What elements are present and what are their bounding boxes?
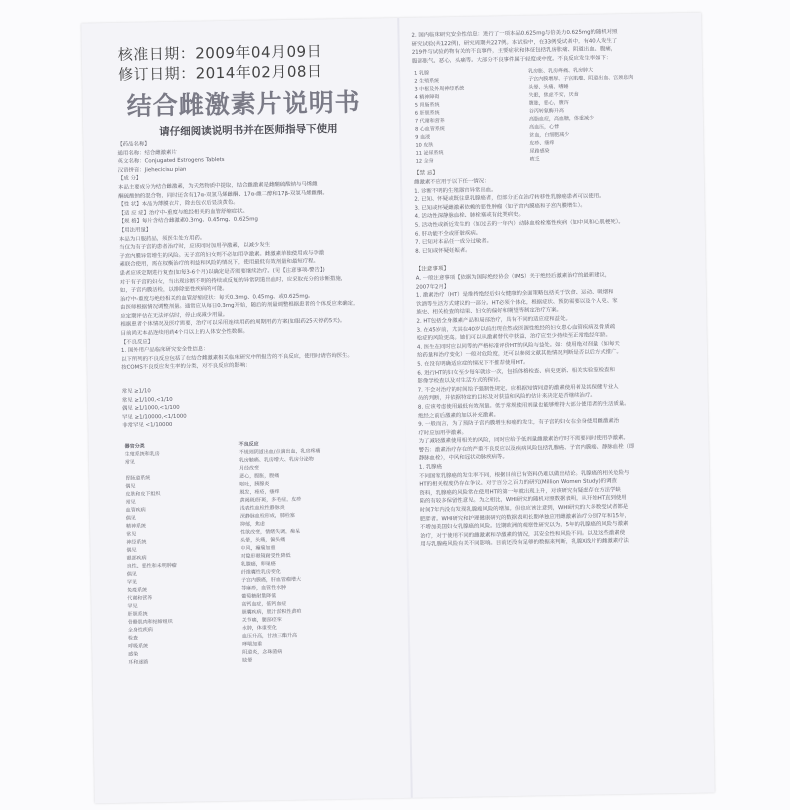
organ-class-cell: 9 血液 [415,134,431,141]
organ-class-cell: 常见 [125,499,136,506]
warning-line: 影像学检查以及对生活方式的探讨。 [417,377,504,385]
organ-class-cell: 代谢和营养 [127,595,153,602]
frequency-line: 常见 ≥1/100,<1/10 [121,396,173,404]
right-column [411,13,695,549]
warning-line: 3. 在45岁前，尤其在40岁以前出现自然或医源性绝经的妇女患心血管疾病及骨质疏 [416,323,616,334]
contra-line: 1. 诊断不明的生殖器官异常出血。 [414,186,497,195]
warning-line: 为了减轻激素使用相关的风险，同时应给予低剂量雌激素治疗时不需要同时使用孕激素。 [418,435,629,445]
warning-line: 族史、相关检查的结果、妇女的偏好和期望等制定治疗方案。 [416,307,562,317]
warning-line: 时间7年内没有发现乳腺癌风险的增加。但也应该注意到，WHI研究的大多数受试者都是 [419,504,629,514]
text-line: 英文名称：Conjugated Estrogens Tablets [117,157,225,166]
organ-class-cell: 检查 [127,635,139,642]
text-line: 当仅为有子宫的患者治疗时，应该同时加用孕激素，以减少发生 [119,242,271,251]
text-line: 【成 分】 [117,175,142,183]
reaction-cell: 不规则阴道出血/点滴出血，乳房疼痛 [238,448,321,456]
contra-title: 【禁 忌】 [413,170,439,177]
reaction-cell: 皮疹、瘙痒 [529,140,555,147]
adverse-table-left [123,438,409,667]
reaction-cell: 贫血，白细胞减少 [529,131,570,139]
reaction-cell: 水肿，体重变化 [241,625,277,632]
organ-class-cell: 肝胆系统 [127,611,148,618]
warning-line: 肥胖者。WHI研究和护理健康研究的数据表明长期单独应用雌激素治疗分别7年和15年， [419,512,630,523]
text-line: 应定期评估在无法评估时，停止或减少用量。 [120,311,229,320]
instruction-sheet [81,13,715,804]
precautions [416,261,705,550]
frequency-line: 非常罕见 <1/10000 [122,422,173,430]
reaction-cell: 对隐形眼镜耐受性降低 [240,552,291,560]
warning-line: 不增加美国妇女乳腺癌的风险。近期欧洲的观察性研究以为，5年的乳腺癌的风险与激素 [420,521,629,531]
organ-class-cell: 4 精神障碍 [414,94,440,101]
organ-class-cell: 感染 [128,651,139,658]
organ-class-cell: 3 中枢及外周神经系统 [414,85,465,93]
adverse-reaction-table [123,439,327,666]
organ-class-cell: 偶见 [125,515,136,522]
contra-line: 6. 肝功能不全或肝脏疾病。 [414,230,482,238]
text-line: 【规 格】每片含结合雌激素0.3mg、0.45mg、0.625mg [118,216,258,226]
reaction-cell: 性欲改变，情绪失调，痴呆 [240,528,301,536]
reaction-cell: 高血压，心悸 [529,124,560,131]
warn-lines [416,270,705,550]
reaction-cell: 荨麻疹，血管性水肿 [241,584,287,592]
warning-line: 1. 乳腺癌 [418,464,443,471]
warning-line: 陷的有较多保留性意见。为之相比，WHI研究的随机对照数据表明，从开始HT直到使用 [419,495,627,506]
frequency-line: 偶见 ≥1/1000,<1/100 [121,404,180,413]
warning-line: 治疗，对于使用不同的雌激素和孕激素的情况，其安全性和风险不同。以及这些激素使 [420,529,626,540]
warning-line: 2. HT包括全身激素产品和局部治疗，具有不同的适应症和益处。 [416,315,571,325]
organ-class-cell: 罕见 [126,579,138,586]
organ-class-cell: 罕见 [127,603,138,610]
table-header-cell: 不良反应 [238,441,259,448]
page-title: 结合雌激素片说明书 [126,87,361,121]
organ-class-cell: 12 全身 [415,158,434,165]
left-column [107,18,397,666]
organ-class-cell: 偶见 [126,547,137,554]
reaction-cell: 头晕、头痛、嗜睡 [528,83,569,91]
reaction-cell: 阴道炎，念珠菌病 [242,649,283,656]
text-line: 2. 国内临床研究安全性信息：进行了一项本品0.625mg与倍美力0.625mg的随机对照 [411,29,618,39]
organ-class-cell: 血管疾病 [125,507,146,514]
frequency-line: 罕见 ≥1/10000,<1/1000 [122,413,187,421]
text-line: 汉语拼音：Jiehecicisu pian [117,166,187,174]
text-line: 【性 状】本品为薄膜衣片，除去包衣后显淡黄色。 [118,199,239,209]
warning-line: 7. 不会对治疗的时间给予强制性规定。应根据知情同意的激素使用者及其保健专业人 [417,383,619,394]
reaction-cell: 血压升高，甘油三酯升高 [241,632,298,640]
text-line: 治疗中-重度与绝经相关的血管舒缩症状：每天0.3mg、0.45mg、或0.625mg。 [120,293,314,303]
reaction-cell: 失眠，焦虑不安，厌食 [528,91,579,99]
domestic-adverse-table [412,66,637,166]
text-line: 腹部胀气、恶心，头痛等。大部分不良事件属于轻度或中度。不良反应发生率如下： [411,55,612,65]
reaction-cell: 乳房触痛、乳房增大、乳房分泌物 [238,456,314,464]
organ-class-cell: 2 生殖系统 [414,78,440,85]
revise-date: 修订日期：2014年02月08日 [117,62,323,84]
warning-line: 饮酒等生活方式建议的一部分。HT必须个体化，根据症状、预防需要以及个人史、家 [416,297,618,308]
reaction-cell: 月经改变 [238,465,260,472]
warning-line: 疗时应加用孕激素。 [418,429,468,437]
reaction-cell: 疲乏 [529,156,540,163]
warning-line: 静脉血栓），中风和冠状动脉疾病等。 [418,454,508,463]
warning-line: A. 一般注意事项【依据为国际绝经协会（IMS）关于绝经后激素治疗的最新建议， [415,272,611,282]
warning-line: 员的判断，并依据特定的目标及对获益和风险的估计来决定是否继续治疗。 [417,392,596,402]
text-line: 患者应该定期进行复查(如每3-6个月)以确定是否需要继续治疗。(见【注意事项-警告】) [119,267,325,277]
warning-line: 警告：激素治疗存在的严重不良反应以及疾病风险包括乳腺癌、子宫内膜癌、静脉血栓（即 [418,443,635,454]
text-line: 对于有子宫的妇女，当出现诊断不明的持续或反复的异常阴道出血时，应采取充分的诊断措施， [119,275,347,286]
reaction-cell: 子宫内膜癌，肝血管瘤增大 [240,576,302,584]
organ-class-cell: 偶见 [126,571,137,578]
reaction-cell: 哮喘加重 [242,641,263,648]
reaction-cell: 高钙血症，低钙血症 [241,600,287,608]
warning-line: 8. 应该考虑使用最低有效剂量。低于常规使用剂量也能够维持大部分使用者的生活质量。 [417,400,630,411]
organ-class-cell: 11 泌尿系统 [415,150,444,157]
dates [118,41,323,85]
warning-line: 1. 激素治疗（HT）是维持绝经后妇女健康的全面策略包括关于饮食、运动、吸烟和 [415,289,614,299]
reaction-cell: 胆囊疾病，胆汁淤积性黄疸 [241,608,302,616]
text-line: 如，子宫内膜活检，以排除恶性疾病的可能。 [119,286,228,294]
reaction-cell: 眩晕 [242,657,253,664]
text-line: 以下所列的不良反应包括了在结合雌激素相关临床研究中所报告的不良反应，使用时请咨询医生。 [121,352,353,363]
text-line: 子宫内膜异常增生的风险。无子宫的妇女则不必加用孕激素。雌激素单独使用或与孕激 [119,249,325,260]
warning-line: HT的相关程度仍存在争议。对于百分之百力的研究(Million Women Study)的调查 [419,478,617,488]
warning-line: 给药量和治疗变化）一般对危险度，还可以参阅文献其他情况判断是否以后方式推广。 [417,349,622,360]
reaction-cell: 头晕，头痛，偏头痛 [240,536,286,544]
organ-class-cell: 胃肠道系统 [125,475,151,482]
adverse-table-right-wrap [412,65,698,166]
warning-line: 绝经之前后激素的加以补充激素。 [418,411,500,420]
reaction-cell: 腹胀，恶心，腹泻 [528,99,569,107]
right-intro-text [411,27,696,66]
contra-line: 8. 已知或怀疑妊娠者。 [415,247,471,255]
organ-class-cell: 眼部疾病 [126,555,147,562]
contra-lines [414,174,699,256]
contra-line: 雌激素不应用于以下任一情况： [414,178,490,186]
organ-class-cell: 6 肝胆系统 [414,110,440,117]
approve-date: 核准日期：2009年04月09日 [117,42,323,64]
text-line: 【药品名称】 [117,141,150,148]
text-line: 由医师根据情况调整剂量。通常应从每日0.3mg开始，随后的剂量调整根据患者的个体反应来确定， [120,300,359,312]
reaction-cell: 葡萄糖耐量降低 [241,593,277,600]
organ-class-cell: 呼吸系统 [128,643,149,650]
warning-line: 4. 医生在同时应以同等的严格标准评价HT的风险与益处。如：使用绝对剂量（如每天 [416,340,620,351]
warning-line: 不同国家乳腺癌的发生率不同，根据目前已有资料仍难以做出结论。乳腺癌的相关危险与 [419,469,630,480]
contra-line: 2. 已知、怀疑或既往患乳腺癌者，但部分正在治疗转移性乳腺癌患者可以使用。 [414,193,605,203]
reaction-cell: 乳腺癌，卵巢癌 [240,561,276,568]
contra-line: 5. 活动性或新近发生的（如过去的一年内）动脉血栓栓塞性疾病（如中风和心肌梗死）。 [414,219,624,229]
contra-line: 3. 已知或怀疑雌激素依赖的恶性肿瘤（如子宫内膜癌和子宫内膜增生）。 [414,202,586,212]
organ-class-cell: 生殖系统和乳房 [124,451,160,458]
text-line: 219件与试验药物有关的不良事件，主要症状和体征包括乳房胀痛、阴道出血、腹痛， [411,46,617,56]
reaction-cell: 中风，癫痫加重 [240,545,276,552]
text-line: 本品为口服药品，须医生处方用药。 [118,234,206,243]
organ-class-cell: 常见 [124,459,135,466]
text-line: 目前尚无本品连续用药4个月以上的人体安全性数据。 [120,328,249,337]
warn-title: 【注意事项】 [415,266,450,273]
reaction-cell: 乳房胀、乳房疼痛、乳房肿大 [528,67,594,75]
warning-line: 2007年2月】 [415,283,450,291]
organ-class-cell: 耳和迷路 [128,659,149,666]
organ-class-cell: 偶见 [125,483,136,490]
frequency-legend [122,383,405,431]
reaction-cell: 呕吐，胰腺炎 [239,481,270,488]
organ-class-cell: 常见 [126,531,137,538]
reaction-cell: 子宫内膜增厚、子宫肌瘤、阴道出血、宫颈息肉 [528,74,634,83]
text-line: 研究试验(共122例)，研究周期共227例。本试验中，在33例受试者中，有40人发生了 [411,37,618,48]
text-line: 通用名称：结合雌激素片 [117,149,177,157]
reaction-cell: 纤维囊性乳房变化 [240,569,281,576]
warning-line: 用与乳腺癌风险有关不同影响。目前还没有足够的数据来判断，乳腺X线片的雌激素疗法 [420,538,629,549]
reaction-cell: 恶心，腹胀，腹痛 [239,473,280,480]
warning-line: 资料，乳腺癌的风险常在使用HT的第一年就出现上升，对该研究有疑虑存在方法学缺 [419,486,621,497]
organ-class-cell: 免疫系统 [127,587,148,594]
organ-class-cell: 10 皮肤 [415,142,434,149]
reaction-cell: 关节痛，腿部痉挛 [241,617,282,624]
text-line: 本品主要成分为结合雌激素，为天然物质中提取，结合雌激素是雌酮硫酸钠与马烯雌 [118,181,318,191]
warning-line: 松症的风险更高。她们可以从激素替代中获益，治疗应至少持续至正常绝经年龄。 [416,332,611,342]
text-line: 按COMS不良反应发生率的分类，对不良反应的影响： [121,363,251,372]
organ-class-cell: 精神系统 [125,523,147,530]
text-line: 1. 国外用户品临床研究安全性信息： [120,346,209,355]
text-line: 【用法用量】 [118,227,152,234]
reaction-cell: 尿路感染 [529,148,550,155]
text-line: 酮硫酸钠的混合物，同时还含有17α-双氢马烯雌酮、17α-雌二醇和17β-双氢马烯雌酮。 [118,189,328,200]
organ-class-cell: 神经系统 [126,539,147,546]
organ-class-cell: 8 心血管系统 [415,126,445,133]
reaction-cell: 浅表性血栓性静脉炎 [239,504,285,512]
text-line: 【不良反应】 [120,338,154,346]
contra-line: 4. 活动性深静脉血栓、肺栓塞或有此类病史。 [414,212,524,221]
organ-class-cell: 全身性疾病 [127,627,153,634]
warning-line: 5. 在没有明确适应症的情况下不推荐使用HT。 [417,359,529,368]
reaction-cell: 抑郁，焦虑 [239,521,266,528]
organ-class-cell: 7 代谢和营养 [414,118,445,125]
reaction-cell: 深静脉血栓形成，肺栓塞 [239,512,295,520]
reaction-cell: 黄褐斑/肝斑，多毛症，皮疹 [239,496,302,504]
organ-class-cell: 骨骼肌肉和结缔组织 [127,618,173,626]
left-body-text [117,136,403,373]
organ-class-cell: 5 胃肠系统 [414,102,440,109]
warning-line: 9. 一般而言，为了预防子宫内膜增生和癌的发生，有子宫的妇女在全身使用雌激素治 [418,418,620,428]
warning-line: 6. 进行HT的妇女至少每年就诊一次，包括体格检查、病史更新、相关实验室检查和 [417,366,615,377]
reaction-cell: 脱发，痤疮，瘙痒 [239,489,280,496]
frequency-line: 常见 ≥1/10 [121,388,151,395]
table-header-cell: 器官分类 [124,443,145,450]
organ-class-cell: 皮肤和皮下组织 [125,491,161,498]
reaction-cell: 高脂血症，高血糖，体重减少 [528,115,595,123]
organ-class-cell: 1 乳腺 [414,70,429,77]
contraindications [414,165,699,256]
text-line: 根据患者个体情况及医疗需要，治疗可以采用连续用药的周期用药方案(如服药25天停药5天)。 [120,318,346,329]
reaction-cell: 谷丙转氨酶升高 [528,108,564,115]
text-line: 【适 应 症】治疗中-重度与绝经相关的血管舒缩症状。 [118,208,248,217]
organ-class-cell: 良性、恶性和未明肿瘤 [126,562,177,570]
contra-line: 7. 已知对本品任一成分过敏者。 [415,238,493,246]
page-subtitle: 请仔细阅读说明书并在医师指导下使用 [159,123,338,139]
text-line: 素联合使用，需在权衡治疗的利益和风险的情况下，使用最低有效剂量和最短疗程。 [119,258,319,269]
